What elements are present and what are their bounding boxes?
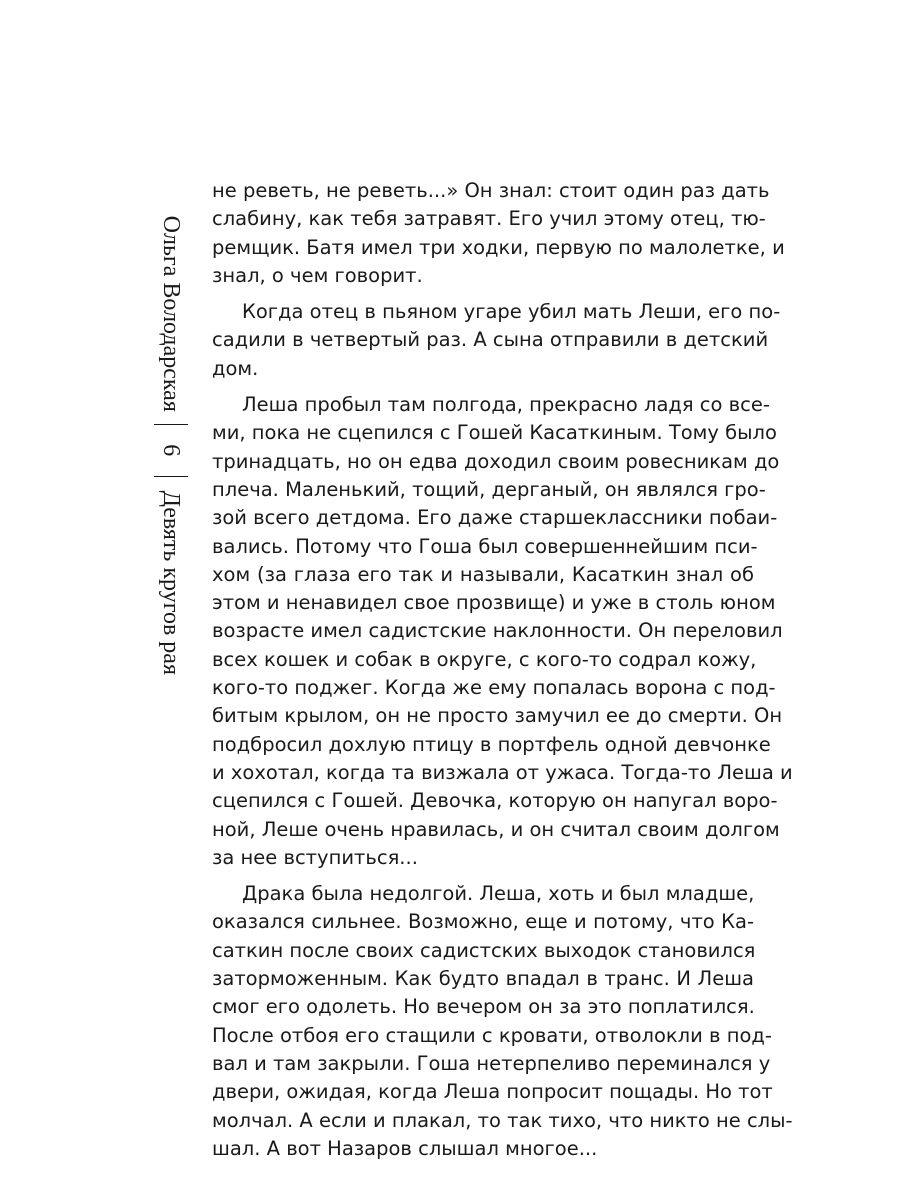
text-line: ми, пока не сцепился с Гошей Касаткиным. Тому было [212, 421, 777, 445]
text-line: сцепился с Гошей. Девочка, которую он напугал воро- [212, 789, 778, 813]
text-line: Леша пробыл там полгода, прекрасно ладя со все- [242, 393, 770, 417]
book-title: Девять кругов рая [158, 490, 185, 675]
text-line: этом и ненавидел свое прозвище) и уже в столь юном [212, 591, 776, 615]
text-line: всех кошек и собак в округе, с кого-то содрал кожу, [212, 647, 757, 671]
text-line: вал и там закрыли. Гоша нетерпеливо переминался у [212, 1051, 771, 1075]
running-head [148, 205, 194, 675]
text-line: шал. А вот Назаров слышал многое... [212, 1136, 598, 1160]
text-line: заторможенным. Как будто впадал в транс. И Леша [212, 967, 754, 991]
text-line: Когда отец в пьяном угаре убил мать Леши, его по- [242, 300, 781, 324]
text-line: двери, ожидая, когда Леша попросит пощады. Но тот [212, 1080, 773, 1104]
text-line: смог его одолеть. Но вечером он за это поплатился. [212, 995, 755, 1019]
text-line: дом. [212, 356, 259, 380]
text-line: кого-то поджег. Когда же ему попалась ворона с под- [212, 676, 776, 700]
paragraph [212, 298, 781, 383]
text-line: слабину, как тебя затравят. Его учил этому отец, тю- [212, 207, 766, 231]
text-line: ремщик. Батя имел три ходки, первую по малолетке, и [212, 235, 785, 259]
paragraph [212, 880, 793, 1163]
text-line: саткин после своих садистских выходок становился [212, 938, 756, 962]
text-line: ной, Леше очень нравилась, и он считал своим долгом [212, 817, 780, 841]
text-line: не реветь, не реветь...» Он знал: стоит один раз дать [212, 179, 770, 202]
paragraph [212, 177, 785, 290]
text-line: за нее вступиться... [212, 845, 418, 869]
text-line: плеча. Маленький, тощий, дерганый, он являлся гро- [212, 477, 766, 501]
author-name: Ольга Володарская [158, 215, 185, 412]
text-line: оказался сильнее. Возможно, еще и потому, что Ка- [212, 910, 754, 934]
text-line: зой всего детдома. Его даже старшеклассники побаи- [212, 506, 778, 530]
text-line: тринадцать, но он едва доходил своим ровесникам до [212, 449, 780, 473]
text-line: битым крылом, он не просто замучил ее до смерти. Он [212, 704, 783, 728]
text-line: и хохотал, когда та визжала от ужаса. Тогда-то Леша и [212, 760, 793, 784]
text-line: молчал. А если и плакал, то так тихо, что никто не слы- [212, 1108, 793, 1132]
text-line: После отбоя его стащили с кровати, отволокли в под- [212, 1023, 772, 1047]
body-text [212, 177, 793, 1171]
text-line: возрасте имел садистские наклонности. Он переловил [212, 619, 783, 643]
text-line: знал, о чем говорит. [212, 263, 423, 287]
page-number: 6 [158, 444, 185, 457]
text-line: подбросил дохлую птицу в портфель одной девчонке [212, 732, 771, 756]
text-line: садили в четвертый раз. А сына отправили в детский [212, 328, 769, 352]
text-line: Драка была недолгой. Леша, хоть и был младше, [242, 882, 755, 906]
paragraph [212, 391, 793, 872]
text-line: вались. Потому что Гоша был совершеннейшим пси- [212, 534, 758, 558]
text-line: хом (за глаза его так и называли, Касаткин знал об [212, 562, 754, 586]
